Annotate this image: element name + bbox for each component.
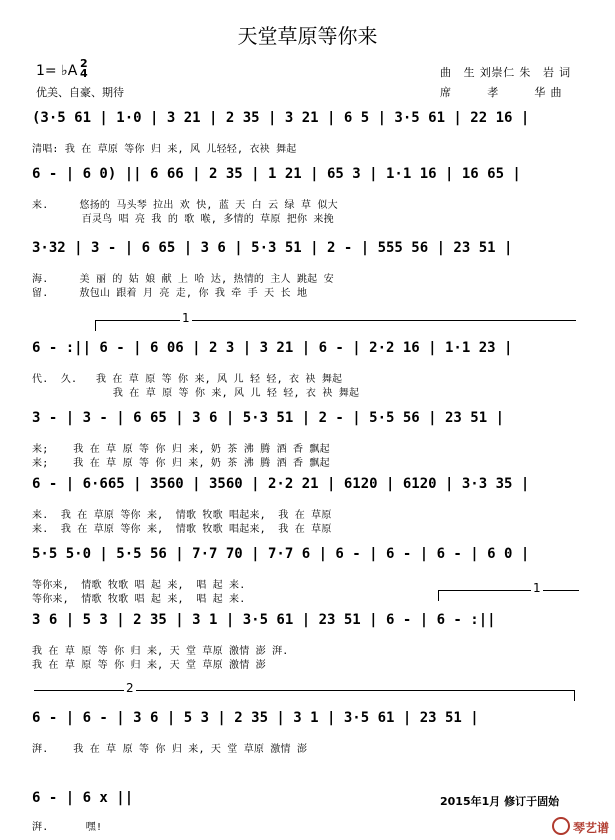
volta-bracket-2 xyxy=(34,681,575,701)
notation-line: 6 - | 6·665 | 3560 | 3560 | 2·2 21 | 6120 | 6120 | 3·3 35 | xyxy=(32,476,530,492)
lyric-line: 留. 敖包山 跟着 月 亮 走, 你 我 牵 手 天 长 地 xyxy=(32,288,308,299)
notation-line: 6 - | 6 - | 3 6 | 5 3 | 2 35 | 3 1 | 3·5 61 | 23 51 | xyxy=(32,710,479,726)
volta-bracket-1 xyxy=(95,311,576,331)
meter-top: 2 xyxy=(80,57,88,70)
lyric-line: 等你来, 情歌 牧歌 唱 起 来, 唱 起 来. xyxy=(32,580,246,591)
lyric-line: 我 在 草 原 等 你 归 来, 天 堂 草原 激情 澎 xyxy=(32,660,266,671)
lyric-line: 湃. 嘿! xyxy=(32,822,103,833)
meter-bottom: 4 xyxy=(80,67,88,80)
notation-line: 3·32 | 3 - | 6 65 | 3 6 | 5·3 51 | 2 - | 555 56 | 23 51 | xyxy=(32,240,513,256)
volta-bracket-1-end xyxy=(438,581,579,601)
lyric-line: 我 在 草 原 等 你 归 来, 天 堂 草原 激情 澎 湃. xyxy=(32,646,289,657)
volta-label: 1 xyxy=(182,311,190,325)
notation-line: 6 - | 6 0) || 6 66 | 2 35 | 1 21 | 65 3 | 1·1 16 | 16 65 | xyxy=(32,166,521,182)
lyric-line: 来. 悠扬的 马头琴 拉出 欢 快, 蓝 天 白 云 绿 草 似大 xyxy=(32,200,338,211)
lyric-line: 清唱: 我 在 草原 等你 归 来, 风 儿轻轻, 衣袂 舞起 xyxy=(32,144,297,155)
lyric-line: 海. 美 丽 的 姑 娘 献 上 哈 达, 热情的 主人 跳起 安 xyxy=(32,274,334,285)
lyric-line: 来; 我 在 草 原 等 你 归 来, 奶 茶 沸 腾 酒 香 飘起 xyxy=(32,444,330,455)
watermark-logo-icon xyxy=(552,817,570,835)
notation-line: 5·5 5·0 | 5·5 56 | 7·7 70 | 7·7 6 | 6 - | 6 - | 6 - | 6 0 | xyxy=(32,546,530,562)
watermark-text: 琴艺谱 xyxy=(572,821,609,835)
lyric-line: 来. 我 在 草原 等你 来, 情歌 牧歌 唱起来, 我 在 草原 xyxy=(32,524,332,535)
lyric-line: 来; 我 在 草 原 等 你 归 来, 奶 茶 沸 腾 酒 香 飘起 xyxy=(32,458,330,469)
notation-line: 3 - | 3 - | 6 65 | 3 6 | 5·3 51 | 2 - | 5·5 56 | 23 51 | xyxy=(32,410,505,426)
lyric-line: 代. 久. 我 在 草 原 等 你 来, 风 儿 轻 轻, 衣 袂 舞起 xyxy=(32,374,343,385)
notation-line: 6 - | 6 x || xyxy=(32,790,134,806)
site-watermark xyxy=(552,817,609,836)
time-signature xyxy=(80,59,88,79)
lyric-line: 我 在 草 原 等 你 来, 风 儿 轻 轻, 衣 袂 舞起 xyxy=(32,388,360,399)
tempo-mood: 优美、自豪、期待 xyxy=(36,86,124,99)
lyric-line: 湃. 我 在 草 原 等 你 归 来, 天 堂 草原 激情 澎 xyxy=(32,744,308,755)
notation-line: 6 - :|| 6 - | 6 06 | 2 3 | 3 21 | 6 - | 2·2 16 | 1·1 23 | xyxy=(32,340,513,356)
lyric-line: 等你来, 情歌 牧歌 唱 起 来, 唱 起 来. xyxy=(32,594,246,605)
volta-label: 2 xyxy=(126,681,134,695)
notation-line: (3·5 61 | 1·0 | 3 21 | 2 35 | 3 21 | 6 5 | 3·5 61 | 22 16 | xyxy=(32,110,530,126)
song-title: 天堂草原等你来 xyxy=(237,24,378,48)
composer-credit: 席 孝 华 曲 xyxy=(440,86,563,99)
lyric-line: 来. 我 在 草原 等你 来, 情歌 牧歌 唱起来, 我 在 草原 xyxy=(32,510,332,521)
lyric-line: 百灵鸟 唱 亮 我 的 歌 喉, 多情的 草原 把你 来挽 xyxy=(32,214,334,225)
notation-line: 3 6 | 5 3 | 2 35 | 3 1 | 3·5 61 | 23 51 | 6 - | 6 - :|| xyxy=(32,612,496,628)
volta-label: 1 xyxy=(533,581,541,595)
lyricist-credit: 曲 生 刘崇仁 朱 岩 词 xyxy=(440,66,571,79)
revision-note: 2015年1月 修订于固始 xyxy=(440,795,560,808)
key-signature: 1= ♭A xyxy=(36,63,78,79)
